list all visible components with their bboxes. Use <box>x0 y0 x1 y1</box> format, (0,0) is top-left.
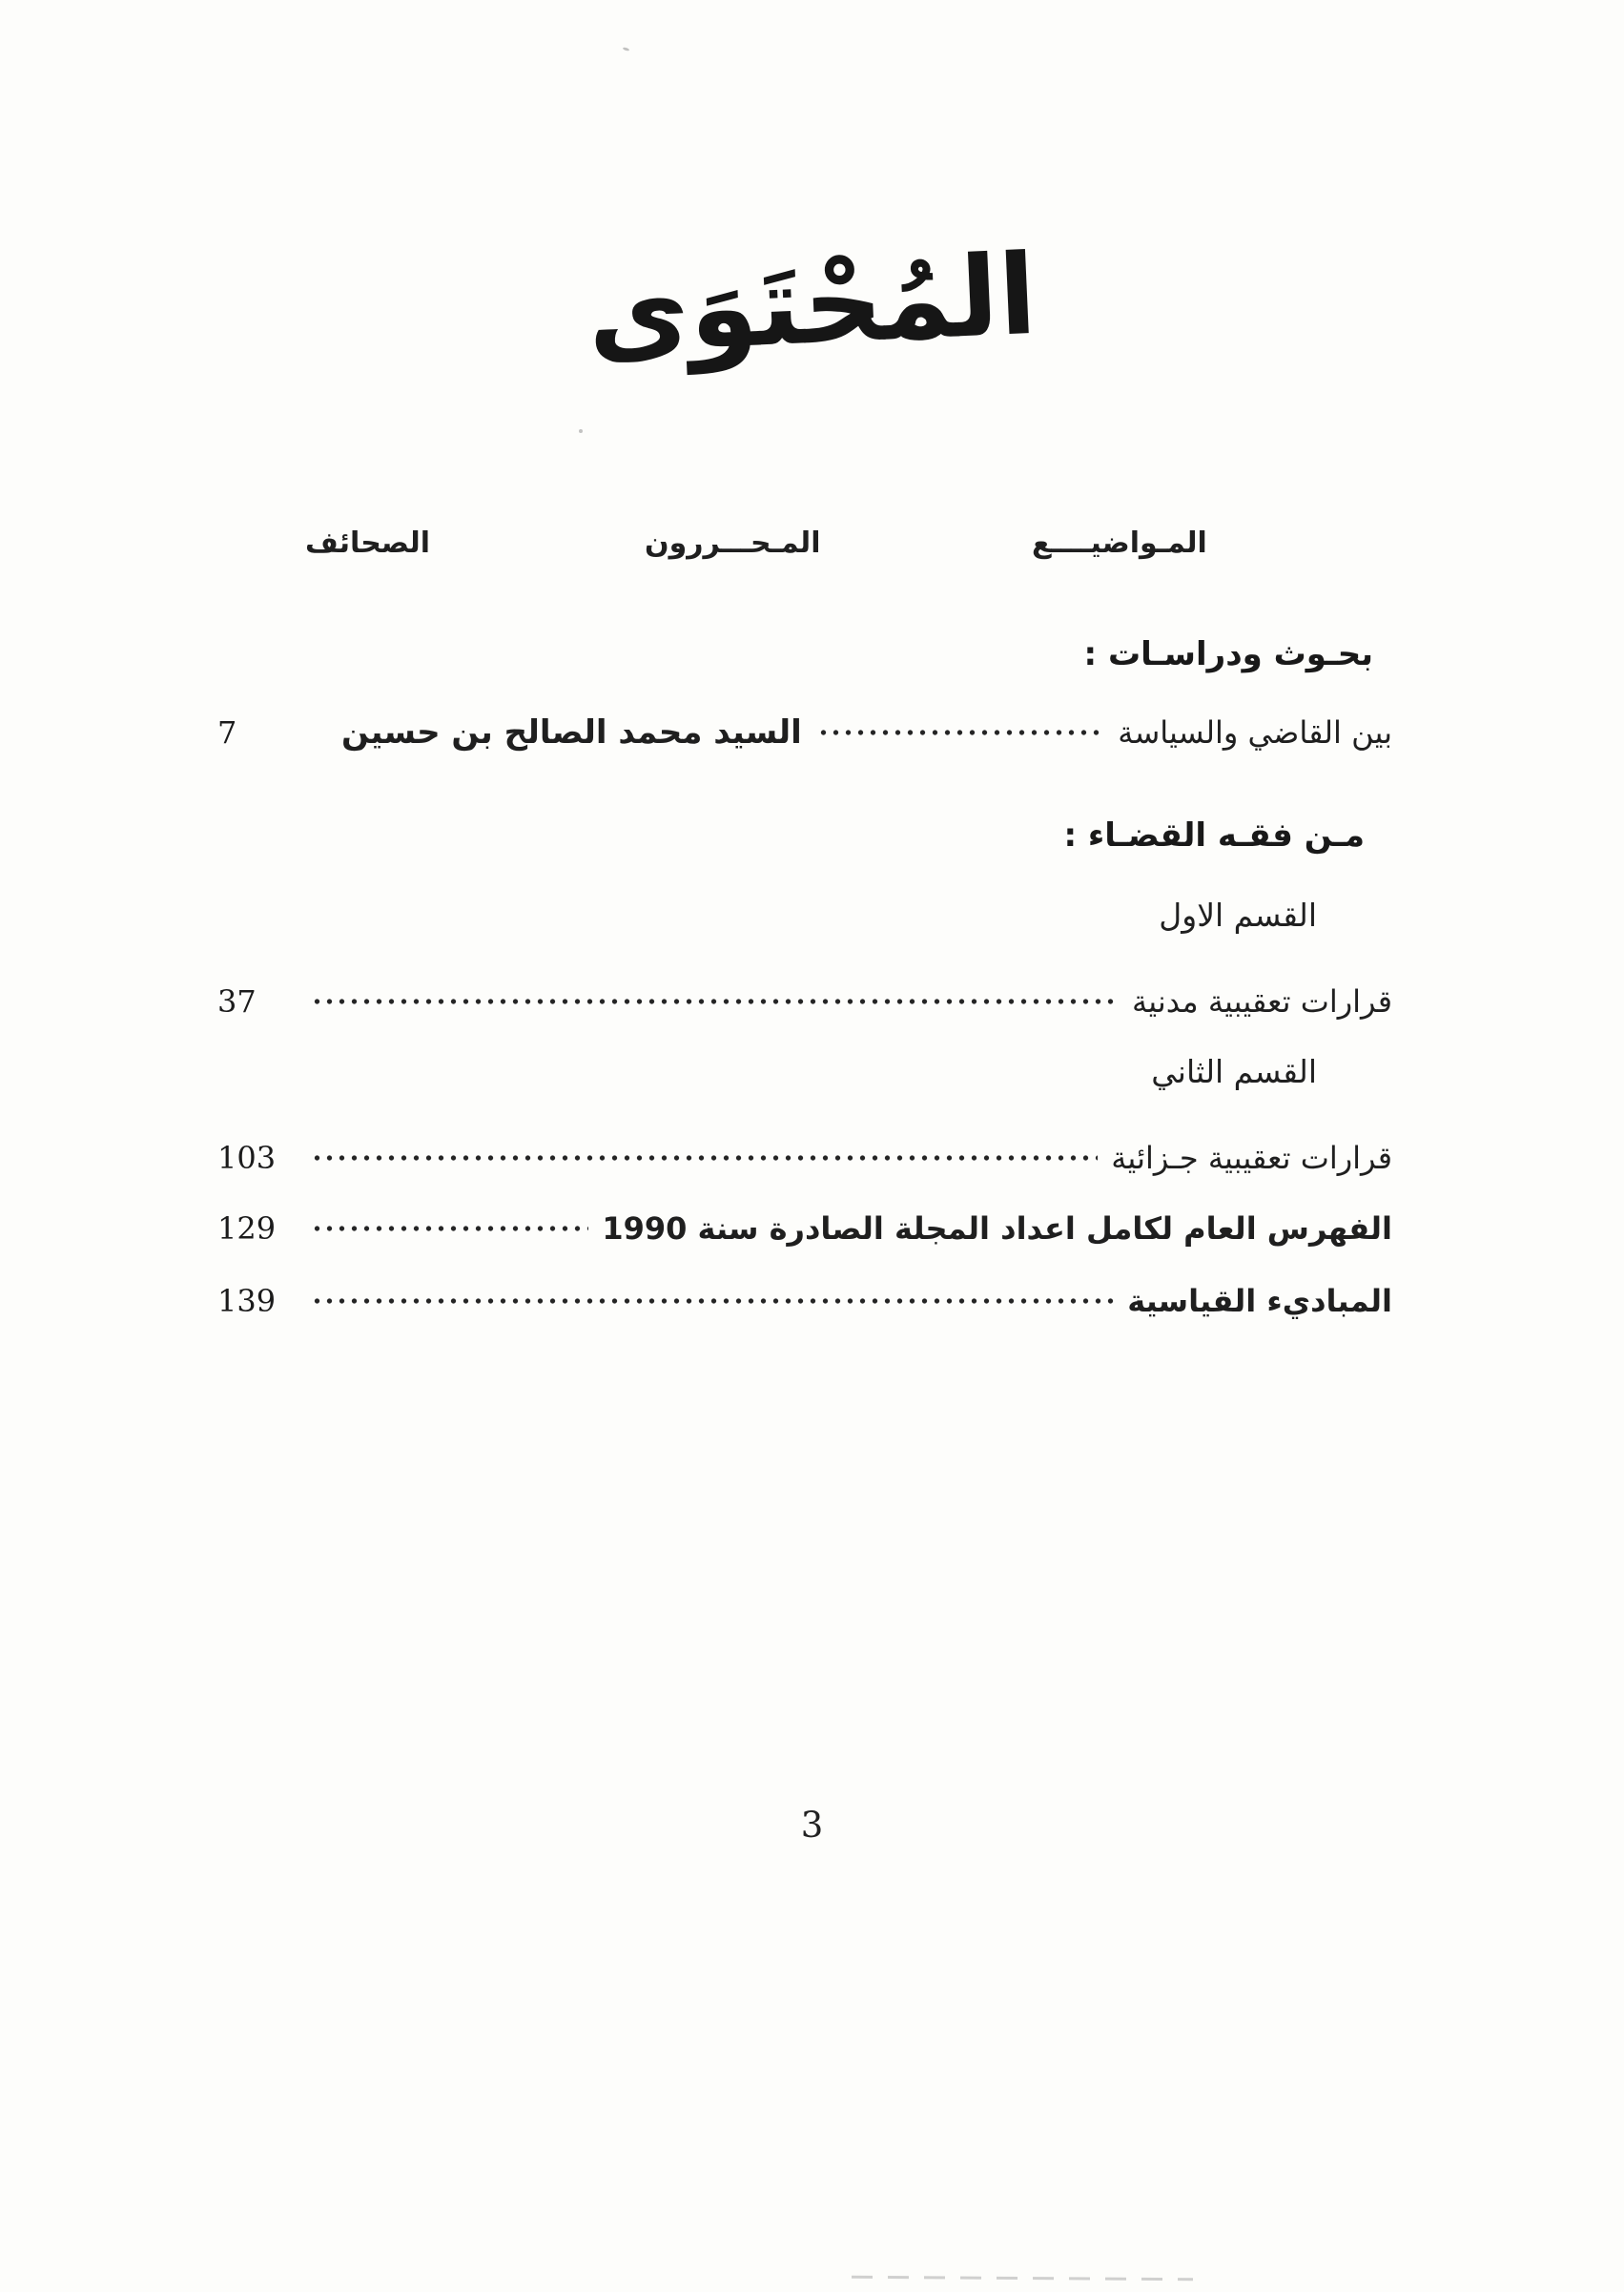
section-heading-jurisprudence: مـن فقـه القضـاء : <box>1063 816 1365 855</box>
dot-leader <box>309 1208 588 1249</box>
dot-leader <box>309 1137 1098 1179</box>
footer-page-number: 3 <box>800 1805 824 1846</box>
part-label-first-section: القسم الاول <box>1159 897 1317 934</box>
column-header-pages: الصحائف <box>305 527 430 560</box>
toc-row <box>217 1204 1392 1253</box>
scan-speck <box>579 429 583 433</box>
dot-leader <box>309 1280 1114 1322</box>
part-label-second-section: القسم الثاني <box>1151 1053 1317 1090</box>
toc-column-headers <box>0 527 1624 578</box>
toc-entry-author: السيد محمد الصالح بن حسين <box>341 713 802 752</box>
toc-entry-title: قرارات تعقيبية جـزائية <box>1111 1140 1392 1176</box>
toc-entry-title: المباديء القياسية <box>1127 1283 1392 1319</box>
column-header-editors: المـحـــررون <box>645 527 821 560</box>
scan-edge-artifact <box>852 2276 1193 2281</box>
toc-row <box>217 708 1392 757</box>
dot-leader <box>309 981 1119 1022</box>
toc-entry-title: الفهرس العام لكامل اعداد المجلة الصادرة سنة 1990 <box>602 1210 1392 1247</box>
toc-entry-page-number: 139 <box>217 1283 277 1319</box>
page-title-calligraphy: المُحْتَوَى <box>585 230 1039 380</box>
dot-leader <box>815 712 1105 754</box>
toc-row <box>217 1133 1392 1183</box>
toc-row <box>217 977 1392 1026</box>
section-heading-studies: بحـوث ودراسـات : <box>1083 635 1373 673</box>
toc-entry-page-number: 129 <box>217 1210 277 1247</box>
toc-entry-page-number: 37 <box>217 983 257 1020</box>
scan-speck <box>623 47 630 52</box>
toc-entry-title: قرارات تعقيبية مدنية <box>1132 983 1392 1020</box>
column-header-topics: المـواضيــــع <box>1032 527 1207 560</box>
toc-entry-page-number: 103 <box>217 1140 277 1176</box>
toc-entry-page-number: 7 <box>217 714 237 751</box>
toc-row <box>217 1276 1392 1326</box>
toc-entry-title: بين القاضي والسياسة <box>1118 714 1392 751</box>
